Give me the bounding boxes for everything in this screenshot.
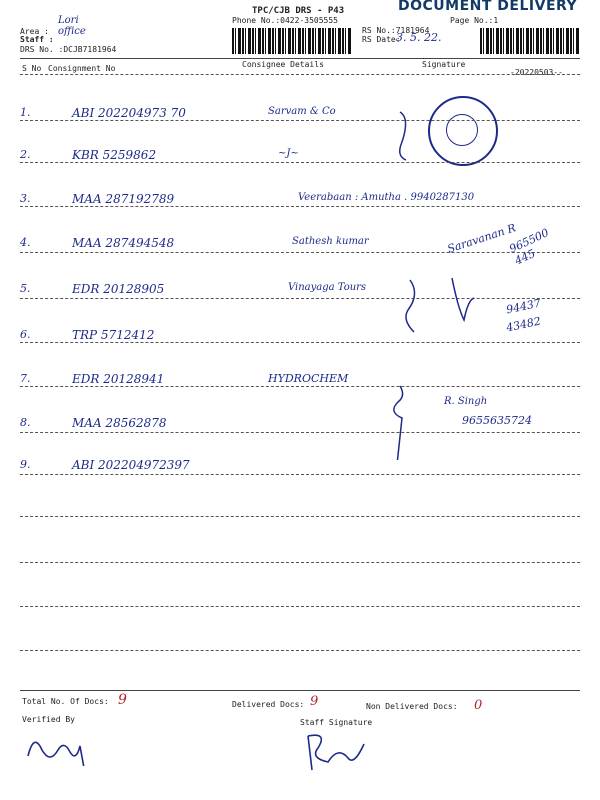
row-number: 1.: [20, 106, 31, 119]
total-docs-label: Total No. Of Docs:: [22, 697, 109, 706]
col-consignee: Consignee Details: [242, 60, 324, 69]
blank-row-rule: [20, 606, 580, 607]
consignment-no: ABI 202204972397: [72, 458, 190, 472]
col-signature: Signature: [422, 60, 466, 69]
footer-rule: [20, 690, 580, 691]
consignment-no: MAA 28562878: [72, 416, 167, 430]
staff-signature-label: Staff Signature: [300, 718, 373, 727]
consignee-details: Veerabaan : Amutha . 9940287130: [298, 192, 475, 203]
delivered-docs-label: Delivered Docs:: [232, 700, 305, 709]
area-value: Lori office: [58, 15, 86, 37]
rs-date-label: RS Date:: [362, 35, 401, 44]
blank-row-rule: [20, 516, 580, 517]
row-number: 6.: [20, 328, 31, 341]
table-row: [20, 458, 580, 474]
delivered-docs-value: 9: [310, 694, 319, 709]
col-consignment: Consignment No: [48, 64, 116, 73]
document-delivery-title: DOCUMENT DELIVERY: [398, 0, 578, 14]
phone-annotation-part2: 43482: [505, 314, 542, 335]
consignment-no: ABI 202204973 70: [72, 106, 186, 120]
consignee-details: Sarvam & Co: [268, 106, 336, 117]
blank-row-rule: [20, 650, 580, 651]
phone-annotation: 965500 445: [507, 226, 551, 268]
consignee-details: Sathesh kumar: [292, 236, 369, 247]
signature-annotation: Saravanan R: [445, 221, 518, 256]
rs-date-value: 3. 5. 22.: [396, 31, 442, 44]
row-rule: [20, 474, 580, 475]
recipient-name-annotation: R. Singh: [444, 396, 488, 407]
rs-number: RS No.:7181964: [362, 26, 430, 35]
blank-row-rule: [20, 562, 580, 563]
row-number: 9.: [20, 458, 31, 471]
phone-annotation-part1: 94437: [505, 296, 542, 317]
consignment-no: KBR 5259862: [72, 148, 157, 162]
non-delivered-docs-label: Non Delivered Docs:: [366, 702, 458, 711]
total-docs-value: 9: [118, 692, 127, 708]
row-number: 5.: [20, 282, 31, 295]
consignment-no: EDR 20128941: [72, 372, 165, 386]
row-number: 4.: [20, 236, 31, 249]
verified-by-label: Verified By: [22, 715, 75, 724]
row-number: 7.: [20, 372, 31, 385]
staff-label: Staff :: [20, 35, 54, 44]
bracket-scribble: [406, 280, 415, 332]
row-number: 2.: [20, 148, 31, 161]
drs-title: TPC/CJB DRS - P43: [252, 6, 345, 16]
consignment-no: EDR 20128905: [72, 282, 165, 296]
col-date-code: -20220503--: [510, 68, 563, 77]
consignee-details: ~J~: [278, 148, 299, 159]
consignee-details: Vinayaga Tours: [288, 282, 367, 293]
verifier-signature: [20, 726, 110, 766]
signature-scribbles: [380, 100, 600, 460]
row-number: 3.: [20, 192, 31, 205]
consignment-no: MAA 287192789: [72, 192, 175, 206]
consignee-details: HYDROCHEM: [268, 372, 349, 385]
consignment-no: MAA 287494548: [72, 236, 175, 250]
drs-number: DRS No. :DCJB7181964: [20, 45, 117, 54]
phone-number: Phone No.:0422-3505555: [232, 16, 338, 25]
staff-signature: [300, 726, 380, 776]
non-delivered-docs-value: 0: [474, 698, 483, 713]
signature-scribble: [394, 386, 403, 460]
recipient-phone-annotation: 9655635724: [462, 414, 532, 427]
consignment-no: TRP 5712412: [72, 328, 155, 342]
signature-scribble: [452, 278, 474, 320]
page-number: Page No.:1: [450, 16, 499, 25]
col-sno: S No: [22, 64, 42, 73]
area-label: Area :: [20, 27, 49, 36]
bracket-scribble: [400, 112, 406, 160]
row-number: 8.: [20, 416, 31, 429]
